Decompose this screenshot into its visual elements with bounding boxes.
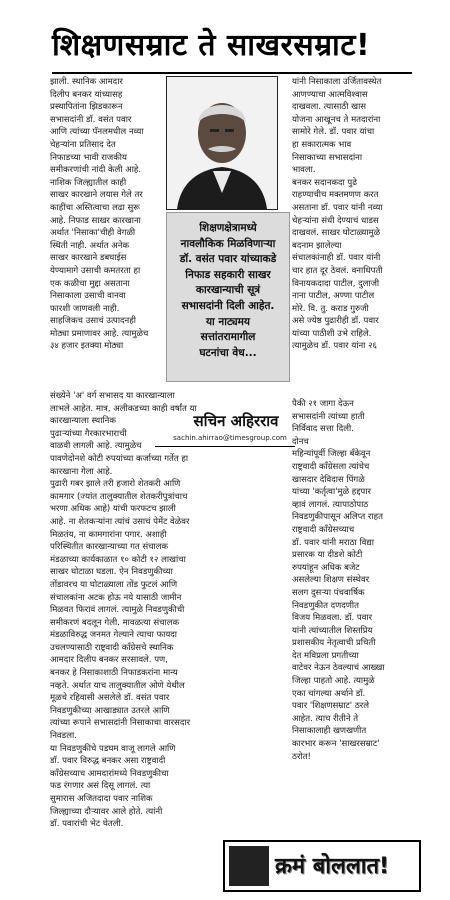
author-photo (166, 76, 278, 210)
article-column-3: यांनी निसाकाला उर्जितावस्थेत आणण्याचा आत्मविश्वास दाखवला. त्यासाठी खास योजना आखूनच ते मतदारांना सामोरे गेले. डॉ. पवार यांचा हा सकारात्मक भाव निसाकाच्या सभासदांना भावला. बनकर सदानकदा पुढे राहण्याचीच मक्तमणण करत असताना डॉ. पवार यांनी नव्या चेहऱ्यांना संधी देण्याचं धाडस दाखवलं. साखर घोटाळ्यामुळे बदनाम झालेल्या संचालकांनाही डॉ. पवार यांनी चार हात दूर ठेवलं. वनाधिपती विनायकदादा पाटील, दुलाजी नाना पाटील, अण्णा पाटील मोरे. वि. तु. कराड गुरुजी असे ज्येष्ठ पुढारीही डॉ. पवार यांच्या पाठीशी उभे राहिले. त्यामुळेच डॉ. पवार यांना २६ (292, 77, 383, 352)
headline-rule (52, 72, 412, 74)
headline: शिक्षणसम्राट ते साखरसम्राट! (52, 28, 371, 63)
article-column-1: झाली. स्थानिक आमदार दिलीप बनकर यांच्यासह प्रस्थापितांना झिडकारून सभासदांनी डॉ. वसंत पवार आणि त्यांच्या पॅनलमधील नव्या चेहऱ्यांना प्रतिसाद देत निफाडच्या भावी राजकीय समीकरणांची नांदी केली आहे. नाशिक जिल्ह्यातील काही साखर कारखाने लयास गेले तर काहींचा अस्तित्वाचा लढा सुरू आहे. निफाड साखर कारखाना अर्थात 'निसाका'चीही वेगळी स्थिती नाही. अर्थात अनेक साखर कारखाने डबघाईस येण्यामागे उसाची कमतरता हा एक कळीचा मुद्दा असताना निसाकाला उसाची वानवा फारशी जाणवली नाही. साहजिकच उसाचं उत्पादनही मोठ्या प्रमाणावर आहे. त्यामुळेच ३४ हजार इतक्या मोठ्या (50, 77, 149, 352)
byline: सचिन अहिरराव (193, 412, 279, 430)
author-email: sachin.ahirrao@timesgroup.com (173, 434, 287, 442)
byline-rule (155, 446, 295, 447)
advertisement-graphic (229, 846, 269, 886)
advertisement-text: क्रमं बोललात! (275, 854, 390, 879)
advertisement (223, 840, 421, 892)
portrait-image (167, 77, 277, 209)
article-column-2: संख्येने 'अ' वर्ग सभासद या कारखान्याला लाभले आहेत. मात्र, अलीकडच्या काही वर्षांत या कारखान्याला स्थानिक पुढाऱ्यांच्या गैरकारभाराची वाळवी लागली आहे. त्यामुळेच पावणेदोनशे कोटी रुपयांच्या कर्जाच्या गर्तेत हा कारखाना गेला आहे. पुढारी गबर झाले तरी हजारो शेतकरी आणि कामगार (ज्यांत तालुक्यातील शेतकरीपुत्रांचाच भरणा अधिक आहे) यांची फरफटच झाली आहे. ना शेतकऱ्यांना त्यांचं उसाचं पेमेंट वेळेवर मिळतंय, ना कामगारांना पगार. अशाही परिस्थितीत कारखान्याच्या गत संचालक मंडळाच्या कार्यकाळात १० कोटी १२ लाखांचा साखर घोटाळा घडला. ऐन निवडणुकीच्या तोंडावरच या घोटाळ्याला तोंड फुटलं आणि संचालकांना अटक होऊ नये यासाठी जामीन मिळवत फिरावं लागलं. त्यामुळे निवडणुकीची समीकरणं बदलून गेली. मावळत्या संचालक मंडळाविरुद्ध जनमत गेल्याने त्याचा फायदा उचलण्यासाठी राष्ट्रवादी काँग्रेसचे स्थानिक आमदार दिलीप बनकर सरसावले. पण, बनकर हे निसाकाशाठी निफाडकरांना मान्य नव्हते. अर्थात याच तालुक्यातील ओणे येथील मूळचे रहिवासी असलेले डॉ. वसंत पवार निवडणुकीच्या आखाड्यात उतरले आणि त्यांच्या रूपाने सभासदांनी निसाकाचा वारसदार निवडला. या निवडणुकीचे पडघम वाजू लागले आणि डॉ. पवार विरुद्ध बनकर असा राष्ट्रवादी काँग्रेसच्याच आमदारांमध्ये निवडणुकीचा फड रंगणार असं दिसू लागलं. त्या सुमारास अजितदादा पवार नाशिक जिल्ह्याच्या दौऱ्यावर आले होते. त्यांनी डॉ. पवारांची भेट घेतली. (50, 391, 197, 830)
pullquote: शिक्षणक्षेत्रामध्ये नावलौकिक मिळविणाऱ्या डॉ. वसंत पवार यांच्याकडे निफाड सहकारी साखर कारखान्याची सूत्रं सभासदांनी दिली आहेत. या नाट्यमय सत्तांतरामागील घटनांचा वेध... (166, 212, 290, 382)
article-column-3-continued: पैकी २१ जागा देऊन सभासदांनी त्यांच्या हाती निर्विवाद सत्ता दिली. दोनच महिन्यांपूर्वी जिल्हा बँकेवून राष्ट्रवादी काँग्रेसला त्यांचेच खासदार देविदास पिंगळे यांच्या 'कर्तृत्वा'मुळे हद्दपार व्हावं लागलं. त्यापाठोपाठ निवडणुकीपासून अलिप्त राहत राष्ट्रवादी काँग्रेसच्याच डॉ. पवार यांनी मराठा विद्या प्रसारक या दीडशे कोटी रुपयांहून अधिक बजेट असलेल्या शिक्षण संस्थेवर सलग दुसऱ्या पंचवार्षिक निवडणुकीत दणदणीत विजय मिळवला. डॉ. पवार यांनी त्यांच्यातील शिस्तप्रिय प्रशासकीय नेतृत्वाची प्रचिती देत मविप्रला प्रगतीच्या वाटेवर नेऊन ठेवल्याचं आख्खा जिल्हा पाहतो आहे. त्यामुळे एका चांगल्या अर्थाने डॉ. पवार 'शिक्षणसम्राट' ठरले आहेत. त्याच रीतीने ते निसाकालाही खणखणीत कारभार करून 'साखरसम्राट' ठरोत! (292, 399, 385, 762)
